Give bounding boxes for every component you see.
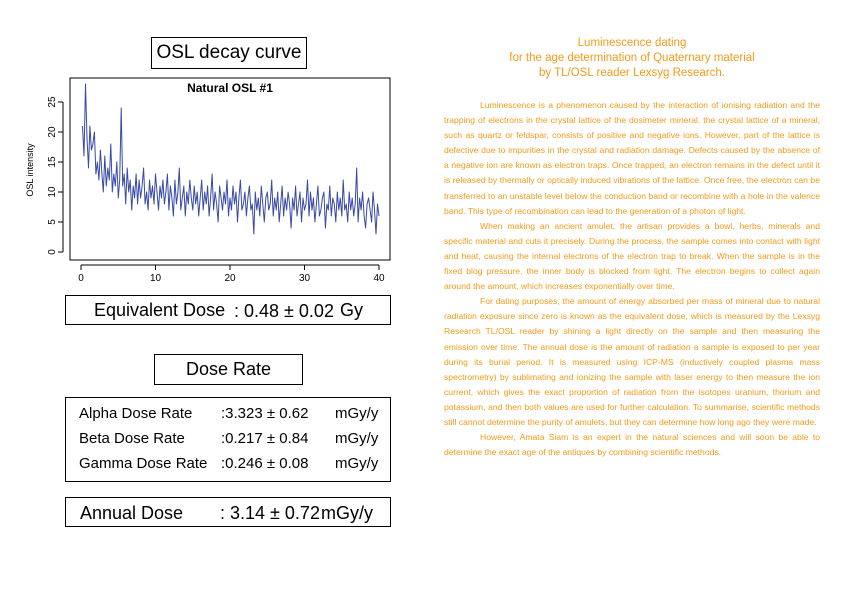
article-title	[440, 36, 824, 81]
article-title-line: by TL/OSL reader Lexsyg Research.	[538, 67, 725, 79]
x-tick-label: 40	[373, 273, 385, 284]
chart-title: Natural OSL #1	[187, 81, 273, 95]
alpha-dose-label: Alpha Dose Rate	[79, 405, 193, 422]
gamma-dose-label: Gamma Dose Rate	[79, 455, 208, 472]
gamma-dose-unit: mGy/y	[335, 455, 379, 472]
equivalent-dose-box	[65, 295, 391, 325]
annual-dose-box	[65, 497, 391, 527]
y-tick-label: 20	[47, 126, 58, 138]
osl-decay-curve-title: OSL decay curve	[151, 37, 307, 69]
beta-dose-label: Beta Dose Rate	[79, 430, 185, 447]
gamma-dose-value: :0.246 ± 0.08	[221, 455, 309, 472]
x-tick-label: 0	[78, 273, 84, 284]
x-tick-label: 20	[224, 273, 236, 284]
article-paragraph: However, Amata Siam is an expert in the natural sciences and will soon be able to determine the exact age of the antiques by combining scientific methods.	[444, 432, 820, 458]
article-title-line: for the age determination of Quaternary material	[509, 52, 755, 64]
article-paragraph: When making an ancient amulet, the artisan provides a bowl, herbs, minerals and specific material and cuts it precisely. During the process, the sample comes into contact with light and heat, causing the internal electrons of the electron trap to break. When the sample is in the fixed blog pressure, the inner body is blocked from light. The electron begins to collect again around the amount, which increases exponentially over time.	[444, 220, 820, 292]
article-paragraph: Luminescence is a phenomenon caused by the interaction of ionising radiation and the trapping of electrons in the crystal lattice of the dosimeter mineral. the crystal lattice of a mineral, such as quartz or feldspar, consists of positive and negative ions. However, part of the lattice is defective due to impurities in the crystal and radiation damage. Defects caused by the absence of a negative ion are known as electron traps. Once trapped, an electron remains in the defect until it is released by thermally or optically induced vibrations of the lattice. Once free, the electron can be transferred to an unstable level below the conduction band or recombine with a hole in the valence band. This type of recombination can lead to the generation of a photon of light.	[444, 100, 820, 216]
plot-frame	[70, 78, 390, 260]
beta-dose-value: :0.217 ± 0.84	[221, 430, 309, 447]
alpha-dose-row	[79, 405, 389, 427]
dose-rate-title: Dose Rate	[154, 354, 303, 385]
article-body	[444, 98, 820, 460]
gamma-dose-row	[79, 455, 389, 477]
y-axis-label: OSL intensity	[25, 143, 35, 197]
y-axis	[47, 96, 63, 255]
beta-dose-row	[79, 430, 389, 452]
alpha-dose-value: :3.323 ± 0.62	[221, 405, 309, 422]
beta-dose-unit: mGy/y	[335, 430, 379, 447]
equivalent-dose-label: Equivalent Dose	[94, 300, 226, 320]
y-tick-label: 15	[47, 156, 58, 168]
article-paragraph: For dating purposes, the amount of energy absorbed per mass of mineral due to natural radiation exposure since zero is known as the equivalent dose, which is measured by the Lexsyg Research TL/OSL reader by shining a light directly on the sample and then measuring the emission over time. The annual dose is the amount of radiation a sample is exposed to per year during its burial period. It is measured using ICP-MS (inductively coupled plasma mass spectrometry) by sublimating and ionizing the sample with laser energy to then measure the ion current, which gives the exact proportion of radiation from the isotopes uranium, thorium and potassium, and then both values are used for further calculation. To summarise, scientific methods still cannot determine the purity of amulets, but they can determine how long ago they were made.	[444, 296, 820, 427]
osl-series-line	[83, 84, 380, 234]
annual-dose-label: Annual Dose	[80, 503, 184, 523]
article-title-line: Luminescence dating	[577, 37, 687, 49]
alpha-dose-unit: mGy/y	[335, 405, 379, 422]
x-tick-label: 30	[298, 273, 311, 284]
equivalent-dose-unit: Gy	[340, 300, 364, 320]
annual-dose-unit: mGy/y	[321, 503, 373, 523]
y-tick-label: 5	[47, 219, 58, 225]
annual-dose-value: : 3.14 ± 0.72	[220, 503, 320, 523]
x-axis	[78, 265, 385, 284]
y-tick-label: 0	[47, 249, 58, 255]
dose-rates-box	[65, 397, 391, 482]
y-tick-label: 10	[47, 186, 58, 198]
y-tick-label: 25	[47, 96, 58, 108]
equivalent-dose-value: : 0.48 ± 0.02	[234, 301, 334, 321]
x-tick-label: 10	[149, 273, 162, 284]
